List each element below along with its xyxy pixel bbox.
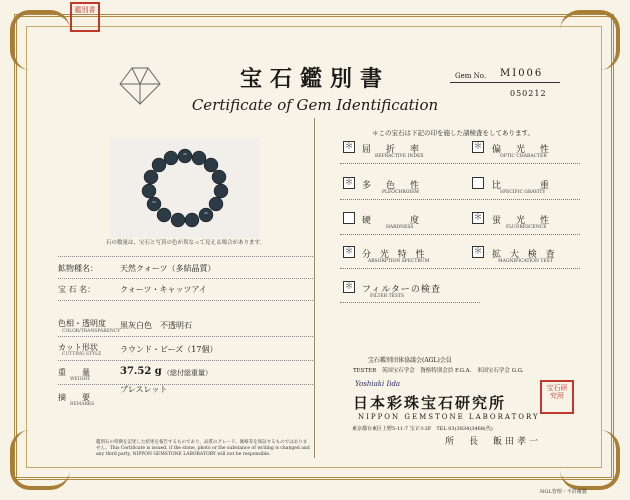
- tests-divider: [340, 163, 580, 164]
- test-gravity-en: SPECIFIC GRAVITY: [500, 190, 546, 195]
- weight-value: 37.52 g: [120, 366, 162, 377]
- tests-divider: [340, 302, 480, 303]
- test-fluorescence: 蛍 光 性: [492, 216, 553, 226]
- weight-label: 重 量: [58, 368, 90, 377]
- red-seal-lab: 宝石研究所: [540, 380, 574, 414]
- ornament-top-left: [10, 10, 70, 70]
- certificate-title: 宝石鑑別書: [239, 66, 390, 92]
- row-divider: [58, 384, 313, 385]
- test-refractive-en: REFRACTIVE INDEX: [375, 154, 424, 159]
- lab-address: 東京都台東区上野5-11-7 宝ビル2F TEL 03(3834)3468(代): [352, 426, 493, 432]
- checkbox-gravity: [472, 177, 484, 189]
- checkbox-hardness: [343, 212, 355, 224]
- red-seal-top: 鑑別書: [70, 2, 100, 32]
- lab-name: 日本彩珠宝石研究所: [353, 394, 507, 412]
- test-gravity: 比 重: [492, 181, 553, 191]
- test-filter-en: FILTER TESTS: [370, 294, 405, 299]
- checkbox-optic: ＊: [473, 142, 483, 152]
- gem-no-label: Gem No.: [455, 72, 487, 80]
- gem-no-value: MI006: [500, 68, 544, 79]
- test-refractive: 屈 折 率: [362, 145, 423, 155]
- copyright-note: NGL管理・不許複製: [540, 489, 587, 495]
- ornament-top-right: [560, 10, 620, 70]
- remarks-label-en: REMARKS: [70, 402, 95, 407]
- test-spectrum-en: ABSORPTION SPECTRUM: [368, 259, 430, 264]
- checkbox-pleochroism: ＊: [344, 178, 354, 188]
- test-optic-en: OPTIC CHARACTER: [500, 154, 547, 159]
- species-value: 天然クォーツ（多結晶質）: [120, 264, 216, 273]
- gem-name-label: 宝 石 名：: [58, 285, 96, 294]
- certificate-subtitle: Certificate of Gem Identification: [191, 96, 439, 114]
- species-label: 鉱物種名：: [58, 264, 98, 273]
- remarks-value: ブレスレット: [120, 385, 168, 394]
- color-label: 色相・透明度: [58, 319, 106, 328]
- color-value: 黒灰白色 不透明石: [120, 321, 192, 330]
- tests-divider: [340, 234, 580, 235]
- checkbox-spectrum: ＊: [344, 247, 354, 257]
- test-hardness: 硬 度: [362, 216, 423, 226]
- cut-label: カット形状: [58, 343, 98, 352]
- tester-text: TESTER 英国宝石学会 資格特別会員 F.G.A. 米国宝石学会 G.G.: [353, 368, 524, 374]
- checkbox-refractive: ＊: [344, 142, 354, 152]
- checkbox-fluorescence: ＊: [473, 213, 483, 223]
- test-pleochroism: 多 色 性: [362, 181, 423, 191]
- cut-value: ラウンド・ビーズ（17個）: [120, 345, 218, 354]
- row-divider: [58, 278, 313, 279]
- weight-label-en: WEIGHT: [70, 377, 91, 382]
- tests-divider: [340, 268, 580, 269]
- test-magnification-en: MAGNIFICATION TEST: [498, 259, 553, 264]
- gem-code: 050212: [510, 89, 547, 98]
- test-hardness-en: HARDNESS: [386, 225, 414, 230]
- row-divider: [58, 360, 313, 361]
- test-filter: フィルターの検査: [362, 285, 441, 295]
- test-pleochroism-en: PLEOCHROISM: [382, 190, 419, 195]
- gem-no-underline: [450, 82, 560, 83]
- photo-caption: 石の数量は、宝石と写真の色が異なって見える場合があります。: [105, 240, 266, 246]
- footnote: 鑑別石の特徴を記述した結果を報告するものであり、品質のグレード、価格等を保証するものではありません。This Certificate is issued, if the stone, photo or the substance of writing is changed and any third party, NIPPON GEMSTONE LABORATORY will not be responsible.: [96, 440, 310, 457]
- tests-divider: [340, 199, 580, 200]
- remarks-label: 摘 要: [58, 393, 90, 402]
- row-divider: [58, 336, 313, 337]
- test-magnification: 拡 大 検 査: [492, 250, 558, 260]
- ornament-bottom-left: [10, 430, 70, 490]
- gem-name-value: クォーツ・キャッツアイ: [120, 285, 207, 294]
- test-optic: 偏 光 性: [492, 145, 553, 155]
- lab-name-en: NIPPON GEMSTONE LABORATORY: [358, 413, 540, 421]
- checkbox-magnification: ＊: [473, 247, 483, 257]
- director-name: 所 長 飯田孝一: [445, 437, 542, 447]
- test-spectrum: 分 光 特 性: [362, 250, 428, 260]
- cut-label-en: CUTTING STYLE: [62, 352, 102, 357]
- color-label-en: COLOR/TRANSPARENCY: [62, 329, 121, 334]
- tests-header: ＊この宝石は下記の印を施した諸検査をしてあります。: [372, 129, 534, 137]
- row-divider: [58, 300, 313, 301]
- bracelet-image: [110, 138, 260, 238]
- center-divider: [314, 118, 315, 458]
- checkbox-filter: ＊: [344, 282, 354, 292]
- weight-note: （総付総重量）: [163, 369, 212, 377]
- test-fluorescence-en: FLUORESCENCE: [506, 225, 547, 230]
- signature: Yoshiaki Iida: [355, 380, 401, 388]
- row-divider: [58, 256, 313, 257]
- gem-photo: [110, 138, 260, 238]
- ornament-bottom-right: [560, 430, 620, 490]
- association-text: 宝石鑑別団体協議会(AGL)会員: [368, 357, 452, 364]
